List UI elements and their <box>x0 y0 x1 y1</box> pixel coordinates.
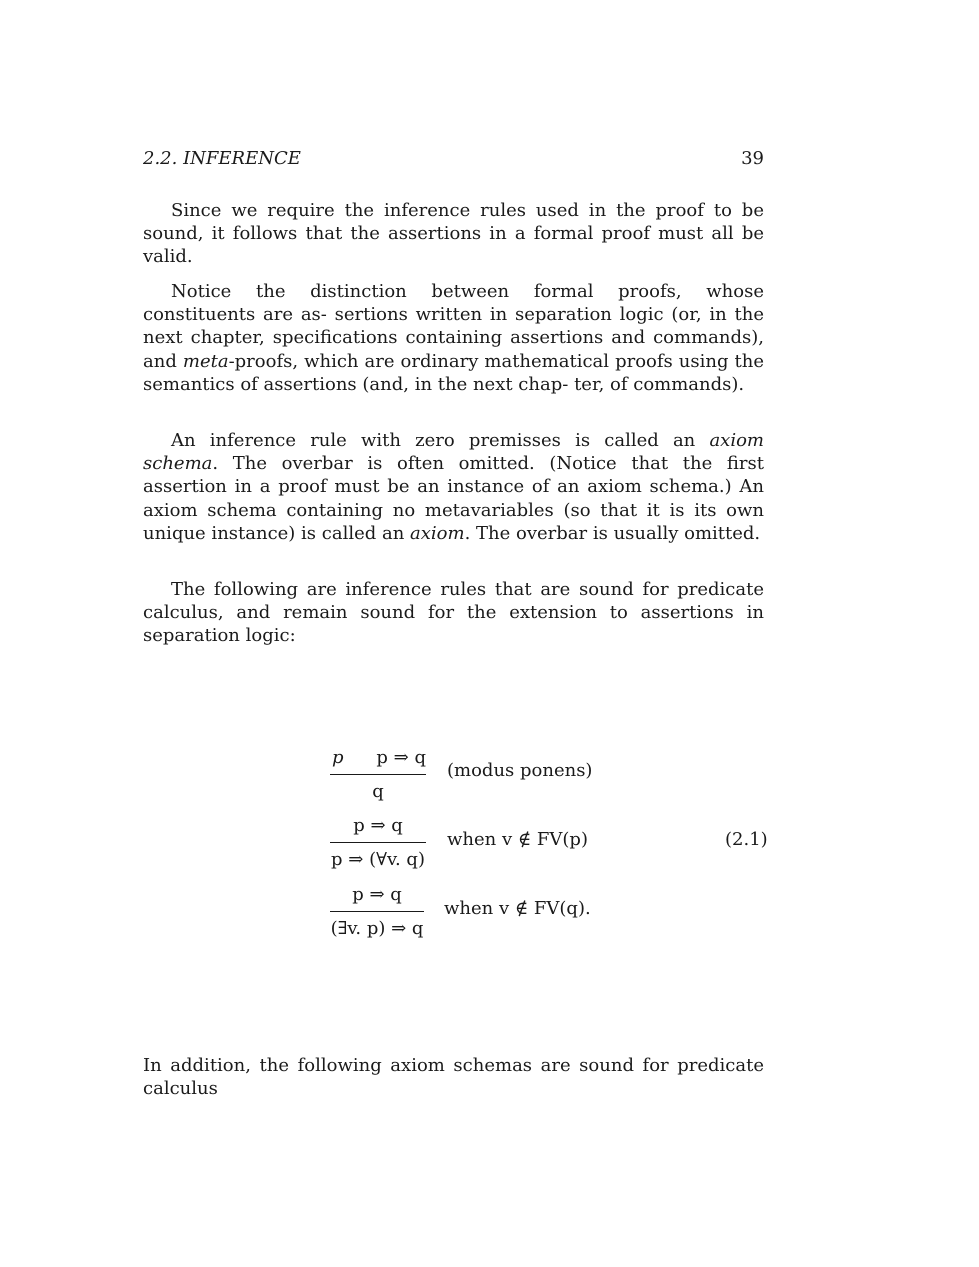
rule-3-side-condition <box>444 898 591 920</box>
rule-1-conclusion: q <box>372 781 384 802</box>
rule-1-premise-1: p <box>332 747 344 768</box>
p3-text-c: . The overbar is usually omitted. <box>464 522 761 544</box>
rule-3-side-math: v ∉ FV(q) <box>498 898 585 919</box>
rule-1-bar <box>330 774 426 775</box>
rule-2-fraction <box>330 815 426 871</box>
p2-text-b: sertions written in separation logic (or, in the next chapter, specifications containing assertions and commands), and <box>143 304 764 372</box>
p2-text-c: -proofs, which are ordinary mathematical proofs using the semantics of assertions (and, in the next chap- <box>143 350 764 395</box>
p3-emph-axiom-schema: axiom schema <box>143 430 764 475</box>
page-number: 39 <box>741 148 764 169</box>
section-title: 2.2. INFERENCE <box>143 148 301 169</box>
equation-number: (2.1) <box>725 829 768 850</box>
p3-text-b: . The overbar is often omitted. (Notice that the first assertion in a proof must be an instance of an axiom schema.) An axiom schema containing no metavariables (so that it is its own unique instance) is called an <box>143 453 764 544</box>
paragraph-soundness: Since we require the inference rules used in the proof to be sound, it follows that the assertions in a formal proof must all be valid. <box>143 200 764 268</box>
p3-text-a: An inference rule with zero premisses is called an <box>171 430 710 451</box>
p2-emph-meta: meta <box>182 350 229 372</box>
rule-3-fraction <box>330 884 424 940</box>
running-head <box>143 148 764 170</box>
paragraph-inference-rules-intro: The following are inference rules that are sound for predicate calculus, and remain sound for the extension to assertions in separation logic: <box>143 579 764 647</box>
rule-1-premise-2: p ⇒ q <box>376 747 426 768</box>
rule-1-label: (modus ponens) <box>447 760 593 781</box>
p2-text-a: Notice the distinction between formal proofs, whose constituents are as- <box>143 281 764 326</box>
rule-1-fraction <box>330 747 426 803</box>
rule-3-bar <box>330 911 424 912</box>
rule-3-premise: p ⇒ q <box>352 884 402 905</box>
rule-3-side-prefix: when <box>444 898 499 919</box>
p2-text-d: ter, of commands). <box>574 373 745 395</box>
paragraph-meta-proofs <box>143 280 764 396</box>
rule-2-premise: p ⇒ q <box>353 815 403 836</box>
rule-2-side-condition <box>447 829 588 851</box>
rule-3-side-suffix: . <box>584 898 591 919</box>
paragraph-closing: In addition, the following axiom schemas are sound for predicate calculus <box>143 1055 764 1100</box>
rule-1-premises <box>330 747 426 769</box>
paragraph-axiom-schema <box>143 429 764 545</box>
rule-2-conclusion: p ⇒ (∀v. q) <box>331 849 425 870</box>
p3-emph-axiom: axiom <box>410 522 465 544</box>
rule-2-side-math: v ∉ FV(p) <box>501 829 588 850</box>
rule-3-conclusion: (∃v. p) ⇒ q <box>330 918 424 939</box>
rule-2-side-prefix: when <box>447 829 502 850</box>
rule-2-bar <box>330 842 426 843</box>
